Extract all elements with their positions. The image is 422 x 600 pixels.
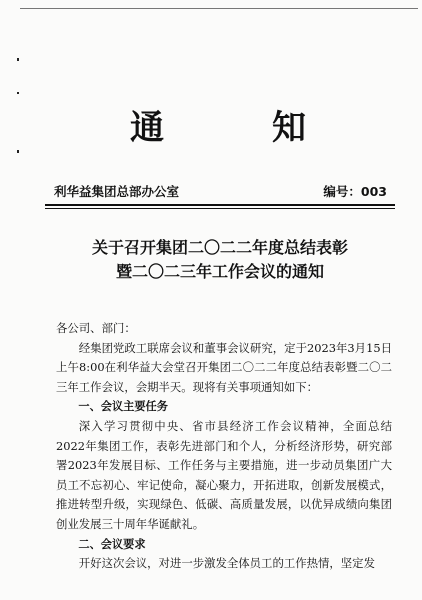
issuer-name: 利华益集团总部办公室 [54, 184, 180, 199]
section-1-paragraph: 深入学习贯彻中央、省市县经济工作会议精神，全面总结2022年集团工作，表彰先进部门和个人，分析经济形势，研究部署2023年发展目标、工作任务与主要措施，进一步动员集团广大员工不忘初心、牢记使命，凝心聚力，开拓进取，创新发展模式，推进转型升级，实现绿色、低碳、高质量发展，以优异成绩向集团创业发展三十周年华诞献礼。 [56, 418, 392, 531]
scan-speck [17, 58, 19, 61]
document-body [56, 319, 392, 574]
document-subject [40, 236, 400, 284]
scan-speck [17, 150, 19, 153]
salutation: 各公司、部门： [56, 321, 136, 335]
section-2-heading: 二、会议要求 [78, 537, 146, 551]
notice-title-right: 知 [272, 108, 306, 148]
intro-paragraph: 经集团党政工联席会议和董事会议研究，定于2023年3月15日上午8:00在利华益大会堂召开集团二〇二二年度总结表彰暨二〇二三年工作会议，会期半天。现将有关事项通知如下： [56, 340, 392, 394]
notice-title-left: 通 [130, 108, 164, 148]
document-number: 编号：003 [323, 184, 387, 199]
scan-top-edge [20, 8, 418, 9]
subject-line-2: 暨二〇二三年工作会议的通知 [115, 262, 324, 281]
header-divider-thin [45, 208, 395, 209]
section-2-paragraph: 开好这次会议，对进一步激发全体员工的工作热情，坚定发 [78, 556, 375, 571]
issuer-line [54, 182, 387, 202]
subject-line-1: 关于召开集团二〇二二年度总结表彰 [91, 238, 348, 257]
scan-speck [17, 92, 19, 94]
header-divider-thick [45, 204, 395, 206]
section-1-heading: 一、会议主要任务 [78, 400, 168, 414]
